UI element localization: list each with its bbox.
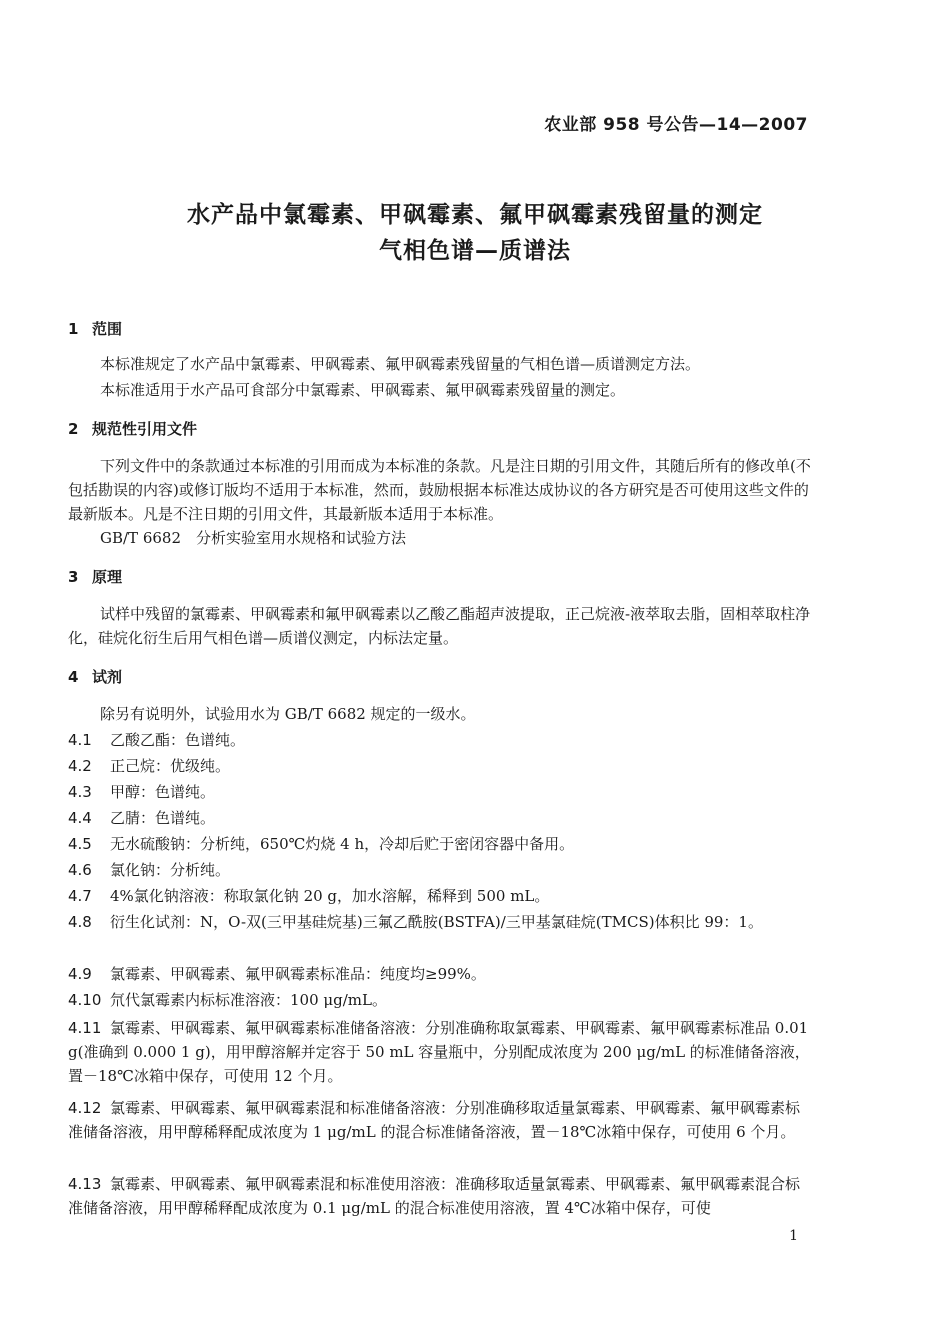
item-number: 4.1 (68, 731, 92, 749)
item-number: 4.3 (68, 783, 92, 801)
item-number: 4.10 (68, 991, 102, 1009)
list-item (68, 1016, 813, 1088)
section-number: 3 (68, 568, 79, 586)
item-number: 4.6 (68, 861, 92, 879)
section-title: 规范性引用文件 (92, 420, 198, 438)
item-number: 4.7 (68, 887, 92, 905)
paragraph: 试样中残留的氯霉素、甲砜霉素和氟甲砜霉素以乙酸乙酯超声波提取，正己烷液-液萃取去脂，固相萃取柱净化，硅烷化衍生后用气相色谱—质谱仪测定，内标法定量。 (68, 605, 811, 647)
item-number: 4.4 (68, 809, 92, 827)
list-item (68, 884, 813, 908)
section-heading-principle (68, 566, 122, 587)
item-number: 4.9 (68, 965, 92, 983)
section-number: 2 (68, 420, 79, 438)
item-text: 衍生化试剂：N，O-双(三甲基硅烷基)三氟乙酰胺(BSTFA)/三甲基氯硅烷(TMCS)体积比 99：1。 (110, 913, 763, 931)
list-item (68, 910, 813, 934)
item-text: 氯霉素、甲砜霉素、氟甲砜霉素标准储备溶液：分别准确称取氯霉素、甲砜霉素、氟甲砜霉素标准品 0.01 g(准确到 0.000 1 g)，用甲醇溶解并定容于 50 mL 容量瓶中，分别配成浓度为 200 μg/mL 的标准储备溶液，置－18℃冰箱中保存，可使用 12 个月。 (68, 1019, 810, 1085)
item-text: 氯霉素、甲砜霉素、氟甲砜霉素标准品：纯度均≥99%。 (110, 965, 486, 983)
section-heading-references (68, 418, 197, 439)
document-title: 水产品中氯霉素、甲砜霉素、氟甲砜霉素残留量的测定 (187, 202, 763, 228)
item-number: 4.11 (68, 1019, 102, 1037)
document-id: 农业部 958 号公告—14—2007 (544, 115, 808, 135)
item-text: 氘代氯霉素内标标准溶液：100 μg/mL。 (110, 991, 387, 1009)
item-text: 氯化钠：分析纯。 (110, 861, 231, 879)
item-text: 正己烷：优级纯。 (110, 757, 231, 775)
page-number: 1 (789, 1228, 798, 1244)
list-item (68, 728, 813, 752)
paragraph: 除另有说明外，试验用水为 GB/T 6682 规定的一级水。 (100, 705, 476, 723)
item-text: 氯霉素、甲砜霉素、氟甲砜霉素混和标准储备溶液：分别准确移取适量氯霉素、甲砜霉素、氟甲砜霉素标准储备溶液，用甲醇稀释配成浓度为 1 μg/mL 的混合标准储备溶液，置－18℃冰箱中保存，可使用 6 个月。 (68, 1099, 801, 1141)
item-text: 甲醇：色谱纯。 (110, 783, 216, 801)
list-item (68, 988, 813, 1012)
item-text: 氯霉素、甲砜霉素、氟甲砜霉素混和标准使用溶液：准确移取适量氯霉素、甲砜霉素、氟甲砜霉素混合标准储备溶液，用甲醇稀释配成浓度为 0.1 μg/mL 的混合标准使用溶液，置 4℃冰箱中保存，可使 (68, 1175, 801, 1217)
list-item (68, 806, 813, 830)
paragraph: 下列文件中的条款通过本标准的引用而成为本标准的条款。凡是注日期的引用文件，其随后所有的修改单(不包括勘误的内容)或修订版均不适用于本标准，然而，鼓励根据本标准达成协议的各方研究是否可使用这些文件的最新版本。凡是不注日期的引用文件，其最新版本适用于本标准。 (68, 457, 811, 523)
item-text: 乙酸乙酯：色谱纯。 (110, 731, 246, 749)
list-item (68, 1096, 813, 1144)
section-heading-reagents (68, 666, 122, 687)
section-title: 原理 (92, 568, 123, 586)
list-item (68, 1172, 813, 1220)
item-number: 4.2 (68, 757, 92, 775)
paragraph: 本标准适用于水产品可食部分中氯霉素、甲砜霉素、氟甲砜霉素残留量的测定。 (100, 381, 626, 399)
section-title: 试剂 (92, 668, 123, 686)
list-item (68, 780, 813, 804)
item-number: 4.5 (68, 835, 92, 853)
paragraph: 本标准规定了水产品中氯霉素、甲砜霉素、氟甲砜霉素残留量的气相色谱—质谱测定方法。 (100, 355, 701, 373)
list-item (68, 858, 813, 882)
list-item (68, 962, 813, 986)
section-heading-scope (68, 318, 122, 339)
reference-entry: GB/T 6682 分析实验室用水规格和试验方法 (100, 529, 407, 547)
section-number: 4 (68, 668, 79, 686)
item-number: 4.12 (68, 1099, 102, 1117)
section-number: 1 (68, 320, 79, 338)
document-subtitle: 气相色谱—质谱法 (379, 238, 571, 264)
item-text: 乙腈：色谱纯。 (110, 809, 216, 827)
item-text: 无水硫酸钠：分析纯，650℃灼烧 4 h，冷却后贮于密闭容器中备用。 (110, 835, 575, 853)
list-item (68, 832, 813, 856)
item-number: 4.13 (68, 1175, 102, 1193)
list-item (68, 754, 813, 778)
section-title: 范围 (92, 320, 123, 338)
item-text: 4%氯化钠溶液：称取氯化钠 20 g，加水溶解，稀释到 500 mL。 (110, 887, 550, 905)
item-number: 4.8 (68, 913, 92, 931)
